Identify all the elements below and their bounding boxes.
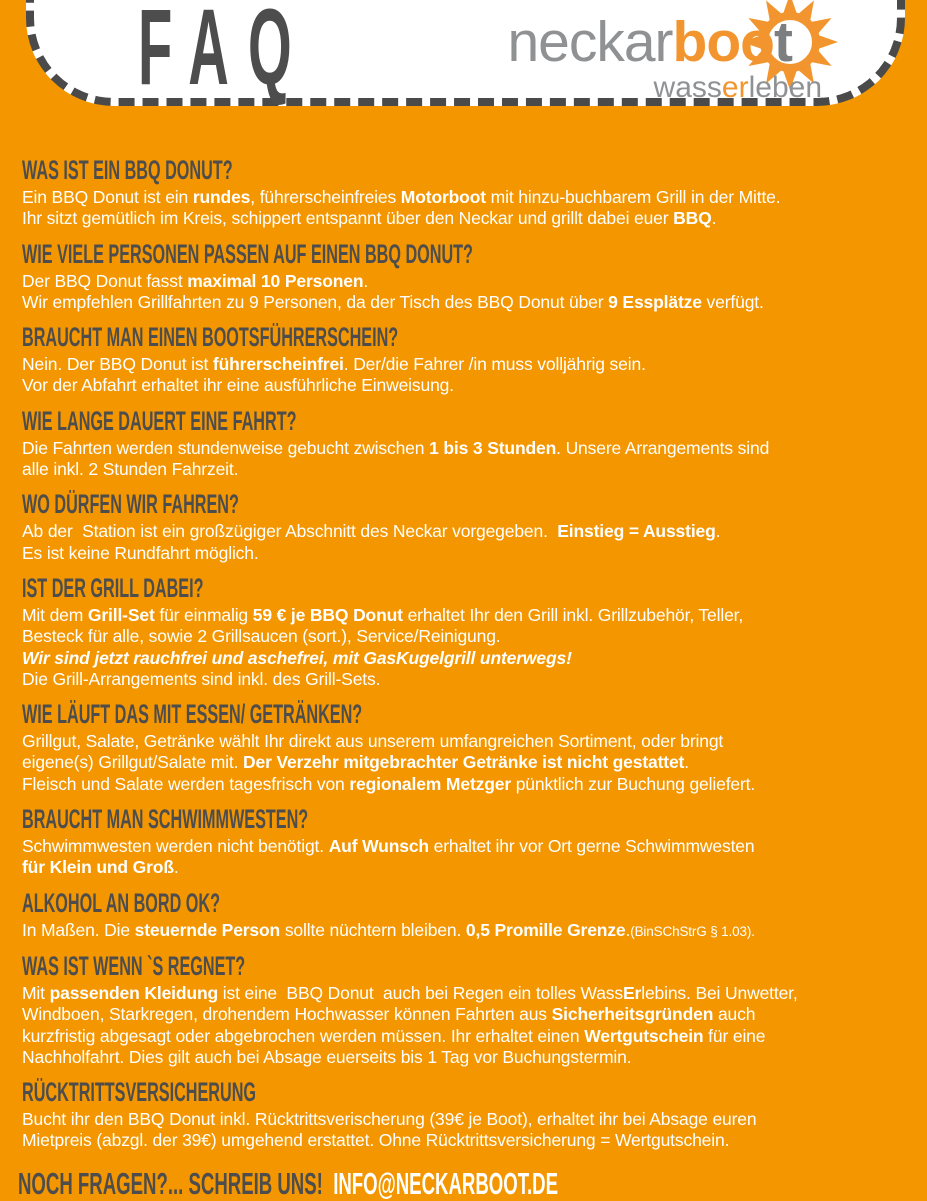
answer-text-segment: (BinSChStrG § 1.03).: [630, 923, 755, 939]
logo-tagline-orange: er: [721, 71, 749, 104]
faq-question-text: WAS IST WENN `S REGNET?: [22, 950, 246, 981]
faq-question-text: WAS IST EIN BBQ DONUT?: [22, 155, 233, 185]
answer-text-segment: führerscheinfrei: [212, 354, 344, 375]
answer-text-segment: Der Verzehr mitgebrachter Getränke ist nicht gestattet: [243, 752, 685, 773]
answer-text-segment: Nein. Der BBQ Donut ist: [22, 354, 213, 375]
faq-answer-line: [22, 626, 927, 647]
answer-text-segment: Vor der Abfahrt erhaltet ihr eine ausführliche Einweisung.: [22, 375, 454, 396]
answer-text-segment: erhaltet ihr vor Ort gerne Schwimmwesten: [428, 836, 755, 857]
faq-section: [22, 952, 927, 1068]
faq-section: [22, 323, 927, 397]
footer-email: INFO@NECKARBOOT.DE: [333, 1165, 558, 1201]
answer-text-segment: Wertgutschein: [584, 1025, 704, 1046]
logo-tagline: [507, 73, 822, 103]
faq-question: [22, 490, 927, 519]
faq-question: [22, 240, 927, 269]
faq-answer-line: [22, 983, 927, 1004]
answer-text-segment: .: [363, 270, 369, 291]
answer-text-segment: Mietpreis (abzgl. der 39€) umgehend erstattet. Ohne Rücktrittsversicherung = Wertgutschein.: [22, 1130, 730, 1151]
faq-answer-line: [22, 752, 927, 773]
faq-answer-line: [22, 187, 927, 208]
faq-section: [22, 700, 927, 795]
answer-text-segment: eigene(s) Grillgut/Salate mit.: [22, 752, 243, 773]
faq-answer-line: [22, 731, 927, 752]
faq-answer-line: [22, 208, 927, 229]
answer-text-segment: Der BBQ Donut fasst: [22, 270, 188, 291]
faq-question-text: WIE LANGE DAUERT EINE FAHRT?: [22, 405, 297, 436]
answer-text-segment: Die Grill-Arrangements sind inkl. des Grill-Sets.: [22, 668, 381, 689]
answer-text-segment: maximal 10 Personen: [187, 270, 364, 291]
answer-text-segment: Wir empfehlen Grillfahrten zu 9 Personen, da der Tisch des BBQ Donut über: [22, 291, 609, 312]
faq-section: [22, 805, 927, 879]
faq-answer-line: [22, 1109, 927, 1130]
faq-answer-line: [22, 1047, 927, 1068]
answer-text-segment: Motorboot: [400, 187, 486, 207]
answer-text-segment: Ein BBQ Donut ist ein: [22, 187, 193, 207]
answer-text-segment: Windboen, Starkregen, drohendem Hochwasser können Fahrten aus: [22, 1004, 552, 1025]
logo-word-orange: boo: [672, 10, 775, 74]
logo-tagline-gray1: wass: [653, 71, 722, 104]
answer-text-segment: Es ist keine Rundfahrt möglich.: [22, 542, 259, 563]
footer: [18, 1165, 927, 1201]
page-title-text: FAQ: [138, 0, 311, 107]
faq-question: [22, 952, 927, 981]
answer-text-segment: 59 € je BBQ Donut: [252, 604, 403, 625]
answer-text-segment: Ab der Station ist ein großzügiger Abschnitt des Neckar vorgegeben.: [22, 521, 558, 542]
faq-question-text: RÜCKTRITTSVERSICHERUNG: [22, 1077, 257, 1108]
answer-text-segment: passenden Kleidung: [49, 982, 219, 1003]
answer-text-segment: .: [625, 919, 631, 940]
faq-answer-line: [22, 292, 927, 313]
faq-answer-line: [22, 438, 927, 459]
faq-question: [22, 156, 927, 185]
answer-text-segment: alle inkl. 2 Stunden Fahrzeit.: [22, 459, 239, 480]
faq-answer-line: [22, 1004, 927, 1025]
answer-text-segment: Er: [623, 982, 642, 1003]
answer-text-segment: mit hinzu-buchbarem Grill in der Mitte.: [485, 187, 781, 207]
answer-text-segment: Schwimmwesten werden nicht benötigt.: [22, 836, 329, 857]
answer-text-segment: rundes: [192, 187, 251, 207]
answer-text-segment: für eine: [703, 1025, 766, 1046]
faq-answer-line: [22, 669, 927, 690]
logo-wordmark: [507, 10, 792, 74]
logo-word-gray: neckar: [507, 10, 673, 74]
neckarboot-logo: [507, 10, 822, 104]
faq-question-text: WO DÜRFEN WIR FAHREN?: [22, 489, 239, 520]
faq-answer-line: [22, 836, 927, 857]
answer-text-segment: In Maßen. Die: [22, 919, 135, 940]
faq-answer-line: [22, 1026, 927, 1047]
answer-text-segment: Bucht ihr den BBQ Donut inkl. Rücktrittsverischerung (39€ je Boot), erhaltet ihr bei Absage euren: [22, 1109, 757, 1130]
answer-text-segment: , führerscheinfreies: [250, 187, 401, 207]
faq-question-text: IST DER GRILL DABEI?: [22, 572, 204, 603]
answer-text-segment: für Klein und Groß: [22, 857, 174, 878]
faq-answer-line: [22, 920, 927, 942]
faq-answer-line: [22, 605, 927, 626]
faq-question: [22, 700, 927, 729]
answer-text-segment: regionalem Metzger: [349, 773, 512, 794]
footer-spacer: [323, 1166, 333, 1201]
answer-text-segment: .: [684, 752, 689, 773]
faq-section: [22, 156, 927, 230]
answer-text-segment: sollte nüchtern bleiben.: [280, 919, 466, 940]
answer-text-segment: Fleisch und Salate werden tagesfrisch von: [22, 773, 350, 794]
faq-question: [22, 1078, 927, 1107]
faq-answer-line: [22, 521, 927, 542]
answer-text-segment: Mit: [22, 982, 50, 1003]
answer-text-segment: auch: [713, 1004, 756, 1025]
answer-text-segment: . Der/die Fahrer /in muss volljährig sein.: [343, 354, 646, 375]
answer-text-segment: kurzfristig abgesagt oder abgebrochen werden müssen. Ihr erhaltet einen: [22, 1025, 585, 1046]
answer-text-segment: pünktlich zur Buchung geliefert.: [511, 773, 756, 794]
faq-question: [22, 889, 927, 918]
faq-answer-line: [22, 375, 927, 396]
faq-section: [22, 889, 927, 942]
faq-answer-line: [22, 354, 927, 375]
faq-question: [22, 805, 927, 834]
logo-tagline-gray2: leben: [748, 71, 822, 104]
answer-text-segment: steuernde Person: [134, 919, 281, 940]
answer-text-segment: für einmalig: [154, 604, 253, 625]
faq-section: [22, 574, 927, 690]
answer-text-segment: Grill-Set: [87, 604, 155, 625]
answer-text-segment: . Unsere Arrangements sind: [556, 437, 770, 458]
answer-text-segment: .: [711, 208, 717, 229]
logo-word-dark: t: [774, 10, 792, 74]
answer-text-segment: Grillgut, Salate, Getränke wählt Ihr direkt aus unserem umfangreichen Sortiment, oder bringt: [22, 731, 724, 752]
footer-line: [18, 1165, 558, 1201]
answer-text-segment: BBQ: [673, 208, 712, 229]
answer-text-segment: ist eine BBQ Donut auch bei Regen ein tolles Wass: [218, 982, 624, 1003]
faq-answer-line: [22, 543, 927, 564]
faq-section: [22, 407, 927, 481]
answer-text-segment: .: [173, 857, 179, 878]
answer-text-segment: Auf Wunsch: [328, 836, 429, 857]
faq-question-text: WIE VIELE PERSONEN PASSEN AUF EINEN BBQ DONUT?: [22, 238, 473, 269]
faq-answer-line: [22, 774, 927, 795]
answer-text-segment: 0,5 Promille Grenze: [465, 919, 626, 940]
faq-question-text: WIE LÄUFT DAS MIT ESSEN/ GETRÄNKEN?: [22, 699, 363, 730]
answer-text-segment: Sicherheitsgründen: [551, 1004, 714, 1025]
answer-text-segment: 9 Essplätze: [608, 291, 702, 312]
faq-question: [22, 407, 927, 436]
faq-question: [22, 574, 927, 603]
faq-question-text: BRAUCHT MAN SCHWIMMWESTEN?: [22, 804, 309, 835]
answer-text-segment: lebins. Bei Unwetter,: [641, 982, 798, 1003]
faq-question-text: ALKOHOL AN BORD OK?: [22, 887, 221, 918]
footer-prompt: NOCH FRAGEN?... SCHREIB UNS!: [18, 1165, 323, 1201]
faq-answer-line: [22, 648, 927, 669]
faq-section: [22, 490, 927, 564]
faq-answer-line: [22, 271, 927, 292]
answer-text-segment: Mit dem: [22, 604, 88, 625]
answer-text-segment: Nachholfahrt. Dies gilt auch bei Absage euerseits bis 1 Tag vor Buchungstermin.: [22, 1046, 632, 1067]
answer-text-segment: verfügt.: [701, 291, 764, 312]
answer-text-segment: Wir sind jetzt rauchfrei und aschefrei, mit GasKugelgrill unterwegs!: [22, 647, 572, 668]
answer-text-segment: erhaltet Ihr den Grill inkl. Grillzubehör, Teller,: [402, 604, 744, 625]
answer-text-segment: Die Fahrten werden stundenweise gebucht zwischen: [22, 437, 430, 458]
faq-question: [22, 323, 927, 352]
faq-answer-line: [22, 1130, 927, 1151]
answer-text-segment: Einstieg = Ausstieg: [557, 521, 716, 542]
faq-answer-line: [22, 459, 927, 480]
answer-text-segment: .: [715, 521, 721, 542]
answer-text-segment: Ihr sitzt gemütlich im Kreis, schippert entspannt über den Neckar und grillt dabei euer: [22, 208, 674, 229]
faq-answer-line: [22, 857, 927, 878]
faq-section: [22, 1078, 927, 1152]
faq-question-text: BRAUCHT MAN EINEN BOOTSFÜHRERSCHEIN?: [22, 322, 399, 353]
answer-text-segment: Besteck für alle, sowie 2 Grillsaucen (sort.), Service/Reinigung.: [22, 626, 501, 647]
answer-text-segment: 1 bis 3 Stunden: [429, 437, 557, 458]
faq-section: [22, 240, 927, 314]
